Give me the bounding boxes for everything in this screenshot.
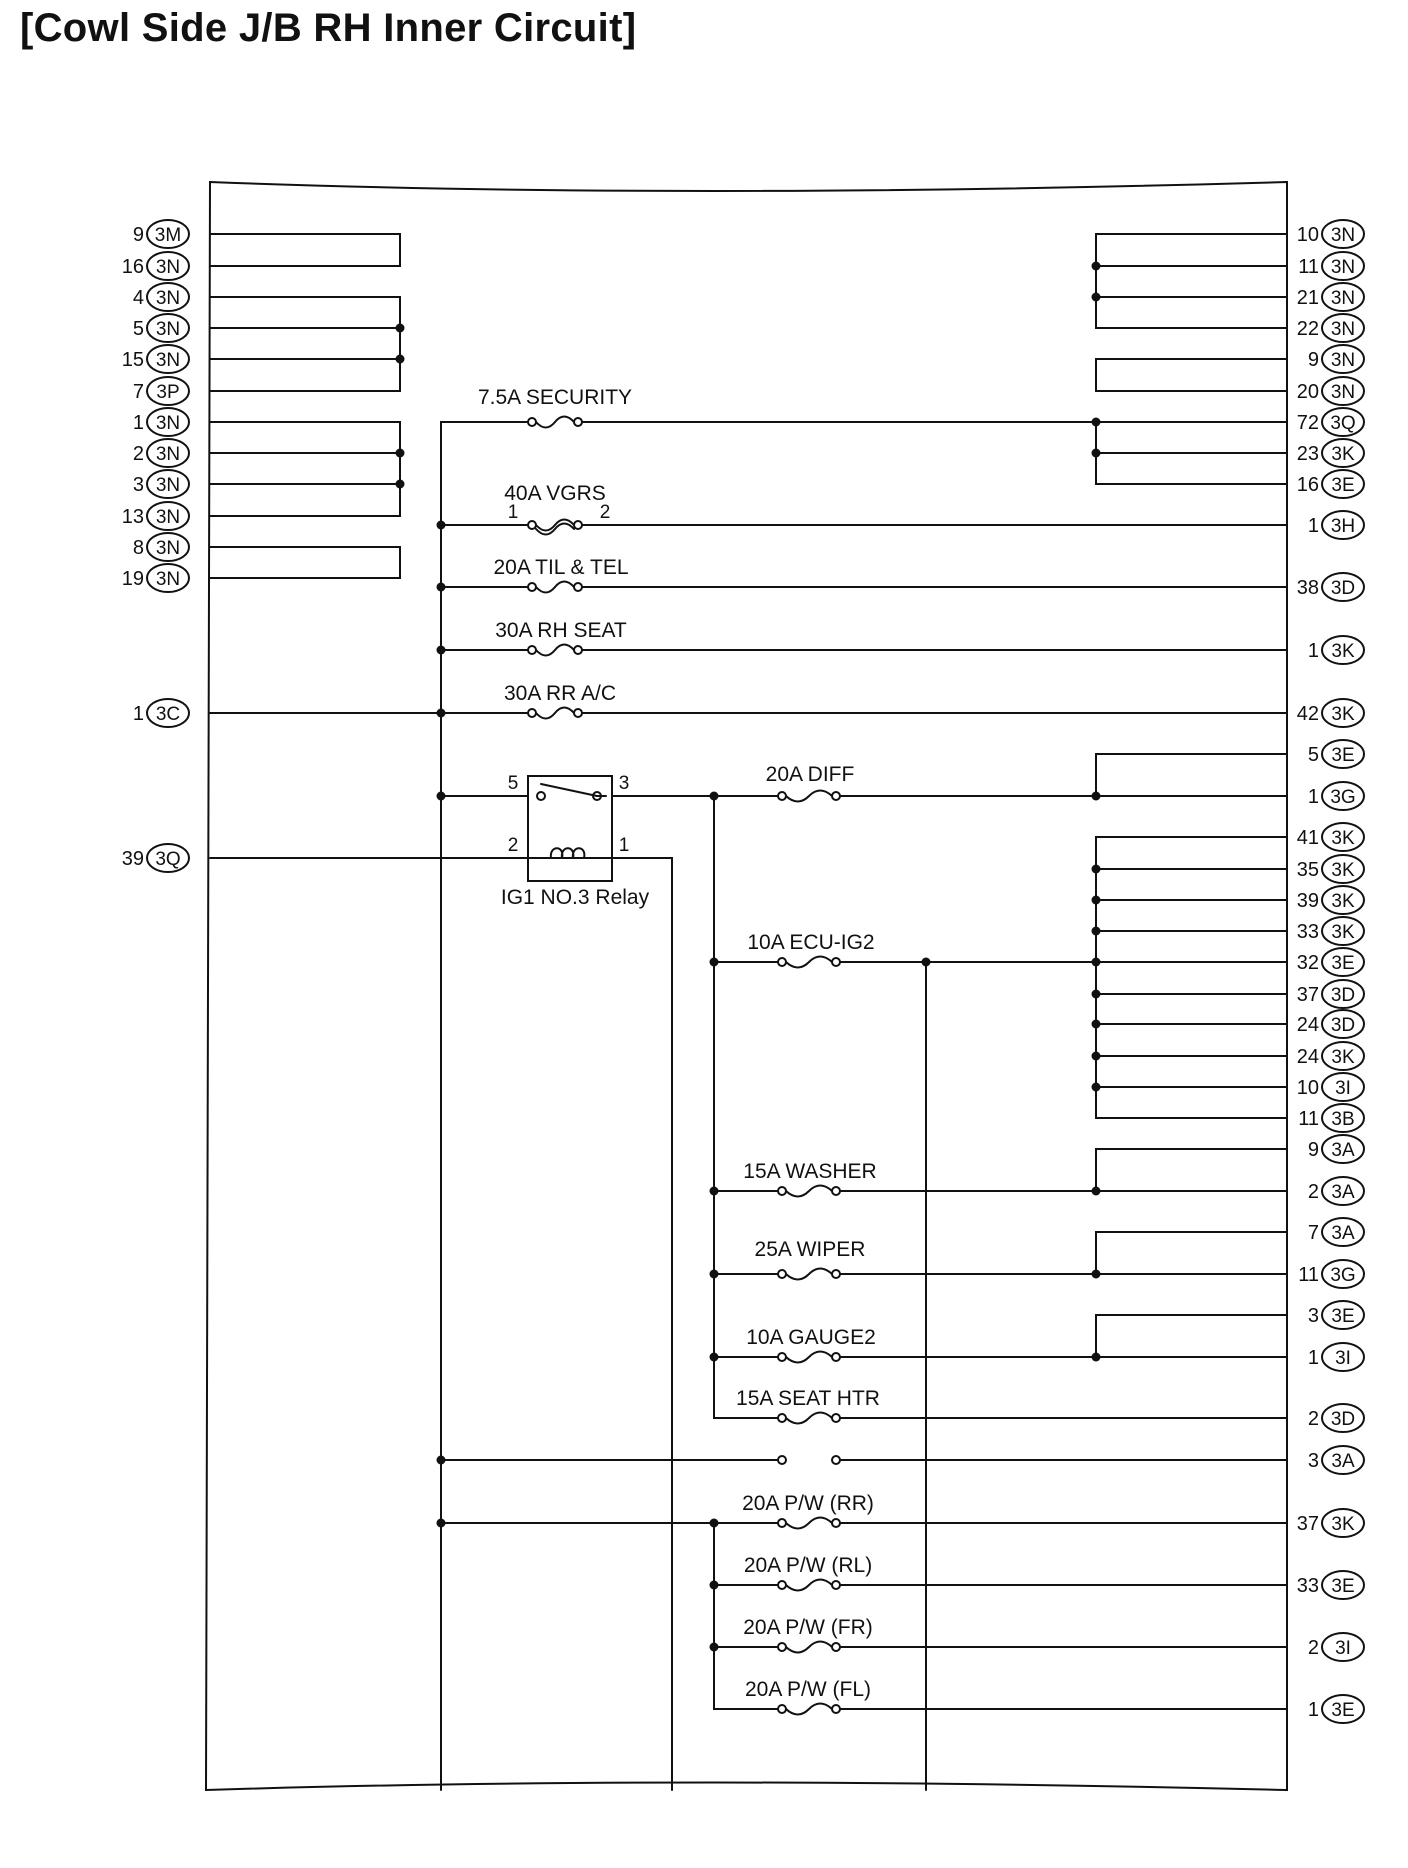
connector-right-19 [1297,948,1364,976]
connector-pin-number: 3 [132,474,144,496]
connector-pin-number: 37 [1296,1513,1319,1535]
connector-code: 3D [1330,985,1356,1006]
connector-code: 3E [1331,745,1355,766]
fuse-label-pw-rr: 20A P/W (RR) [742,1492,874,1515]
fuse-rh-seat-symbol [528,645,582,656]
connector-code: 3N [1330,288,1356,309]
connector-left-1 [122,252,189,280]
connector-code: 3I [1335,1638,1351,1659]
connector-pin-number: 24 [1296,1014,1319,1036]
fuse-label-security: 7.5A SECURITY [477,386,633,409]
right-connector-list [1297,220,1364,1723]
fuse-ecu-ig2-symbol [778,957,840,968]
connector-right-7 [1297,439,1364,467]
connector-right-21 [1297,1010,1364,1038]
connector-pin-number: 11 [1298,256,1319,278]
connector-pin-number: 72 [1296,412,1319,434]
connector-pin-number: 1 [1307,640,1319,662]
relay-pin-5: 5 [507,773,519,794]
relay-pin-2: 2 [507,835,519,856]
connector-left-5 [133,377,189,405]
connector-right-11 [1308,636,1364,664]
connector-left-13 [122,844,189,872]
connector-code: 3D [1330,578,1356,599]
connector-pin-number: 33 [1296,921,1319,943]
connector-left-11 [122,564,189,592]
connector-code: 3P [156,382,180,403]
connector-right-15 [1297,823,1364,851]
empty-fuse-slot-symbol [778,1456,840,1464]
connector-pin-number: 2 [1307,1637,1319,1659]
connector-right-35 [1308,1633,1364,1661]
connector-code: 3K [1331,1047,1355,1068]
connector-right-13 [1308,740,1364,768]
connector-pin-number: 8 [132,537,144,559]
connector-code: 3I [1335,1078,1351,1099]
connector-right-33 [1297,1509,1364,1537]
fuse-label-gauge2: 10A GAUGE2 [746,1326,876,1349]
fuse-rr-ac-symbol [528,708,582,719]
connector-pin-number: 32 [1296,952,1319,974]
fuse-washer-symbol [778,1186,840,1197]
connector-code: 3K [1331,444,1355,465]
connector-code: 3N [155,538,181,559]
connector-code: 3N [155,257,181,278]
connector-code: 3E [1331,1306,1355,1327]
connector-code: 3N [155,569,181,590]
fuse-label-ecu-ig2: 10A ECU-IG2 [747,931,875,954]
connector-right-6 [1297,408,1364,436]
connector-right-34 [1297,1571,1364,1599]
connector-code: 3N [1330,225,1356,246]
connector-pin-number: 9 [132,224,144,246]
connector-code: 3N [1330,350,1356,371]
connector-pin-number: 33 [1296,1575,1319,1597]
fuse-label-vgrs: 40A VGRS [504,482,606,505]
fuse-diff-symbol [778,791,840,802]
connector-code: 3K [1331,704,1355,725]
fuse-til-tel-symbol [528,582,582,593]
fuse-seat-htr-symbol [778,1413,840,1424]
connector-right-10 [1297,573,1364,601]
connector-code: 3M [154,225,182,246]
connector-code: 3K [1331,891,1355,912]
connector-pin-number: 16 [1296,474,1319,496]
connector-left-4 [122,345,189,373]
connector-pin-number: 9 [1307,349,1319,371]
connector-pin-number: 3 [1307,1305,1319,1327]
connector-right-28 [1298,1260,1364,1288]
fuse-label-diff: 20A DIFF [765,763,855,786]
connector-right-24 [1298,1104,1364,1132]
connector-pin-number: 24 [1296,1046,1319,1068]
connector-code: 3A [1331,1223,1355,1244]
connector-right-23 [1297,1073,1364,1101]
connector-pin-number: 1 [1307,1347,1319,1369]
connector-pin-number: 23 [1296,443,1319,465]
connector-right-32 [1308,1446,1364,1474]
connector-code: 3D [1330,1015,1356,1036]
fuse-label-seat-htr: 15A SEAT HTR [736,1387,880,1410]
connector-pin-number: 1 [1307,515,1319,537]
connector-code: 3E [1331,475,1355,496]
connector-right-22 [1297,1042,1364,1070]
connector-pin-number: 9 [1307,1139,1319,1161]
connector-left-6 [133,408,189,436]
connector-pin-number: 7 [1307,1222,1319,1244]
fuse-pw-rr-symbol [778,1518,840,1529]
diagram-title: [Cowl Side J/B RH Inner Circuit] [20,6,637,50]
connector-code: 3G [1330,787,1356,808]
connector-left-9 [122,502,189,530]
junction-dots [396,262,1101,1652]
connector-code: 3C [155,704,181,725]
connector-code: 3B [1331,1109,1355,1130]
connector-code: 3Q [1330,413,1356,434]
connector-pin-number: 20 [1296,381,1319,403]
fuse-label-til-tel: 20A TIL & TEL [493,556,629,579]
fuse-gauge2-symbol [778,1352,840,1363]
connector-left-8 [133,470,189,498]
connector-pin-number: 41 [1296,827,1319,849]
connector-left-3 [133,314,189,342]
fuse-symbols [528,417,840,1715]
connector-pin-number: 10 [1296,224,1319,246]
connector-pin-number: 13 [121,506,144,528]
connector-right-9 [1308,511,1364,539]
connector-code: 3E [1331,1700,1355,1721]
connector-code: 3N [155,288,181,309]
connector-pin-number: 7 [132,381,144,403]
relay-pin-1: 1 [618,835,630,856]
fuse-label-rh-seat: 30A RH SEAT [495,619,627,642]
connector-pin-number: 21 [1296,287,1319,309]
fuse-label-pw-fl: 20A P/W (FL) [744,1678,872,1701]
connector-right-25 [1308,1135,1364,1163]
fuse-vgrs-pin-b: 2 [599,502,611,523]
connector-left-12 [133,699,189,727]
connector-code: 3I [1335,1348,1351,1369]
connector-right-18 [1297,917,1364,945]
connector-right-36 [1308,1695,1364,1723]
ig1-relay-symbol [528,776,612,881]
connector-right-30 [1308,1343,1364,1371]
connector-pin-number: 19 [121,568,144,590]
connector-code: 3N [155,444,181,465]
connector-right-31 [1308,1404,1364,1432]
connector-code: 3Q [155,849,181,870]
connector-pin-number: 39 [121,848,144,870]
relay-label: IG1 NO.3 Relay [500,886,650,909]
connector-pin-number: 16 [121,256,144,278]
connector-code: 3D [1330,1409,1356,1430]
connector-code: 3E [1331,1576,1355,1597]
connector-right-5 [1297,377,1364,405]
connector-right-16 [1297,855,1364,883]
connector-right-29 [1308,1301,1364,1329]
connector-code: 3A [1331,1140,1355,1161]
connector-pin-number: 39 [1296,890,1319,912]
connector-left-10 [133,533,189,561]
connector-pin-number: 4 [132,287,144,309]
connector-code: 3K [1331,860,1355,881]
connector-code: 3K [1331,1514,1355,1535]
connector-right-27 [1308,1218,1364,1246]
relay-labels [501,773,650,909]
connector-pin-number: 5 [132,318,144,340]
connector-pin-number: 42 [1296,703,1319,725]
connector-right-8 [1297,470,1364,498]
fuse-vgrs-pin-a: 1 [507,502,519,523]
connector-right-12 [1297,699,1364,727]
connector-pin-number: 5 [1307,744,1319,766]
left-connector-list [122,220,189,872]
connector-code: 3N [155,350,181,371]
connector-pin-number: 37 [1296,984,1319,1006]
connector-right-4 [1308,345,1364,373]
connector-code: 3N [155,319,181,340]
connector-pin-number: 38 [1296,577,1319,599]
fuse-pw-fr-symbol [778,1642,840,1653]
connector-pin-number: 1 [1307,786,1319,808]
connector-right-1 [1298,252,1364,280]
fuse-labels [478,386,880,1701]
connector-right-14 [1308,782,1364,810]
connector-pin-number: 2 [1307,1181,1319,1203]
junction-block-outline [206,182,1287,1790]
connector-pin-number: 15 [121,349,144,371]
connector-code: 3K [1331,828,1355,849]
fuse-pw-fl-symbol [778,1704,840,1715]
connector-pin-number: 22 [1296,318,1319,340]
connector-left-7 [133,439,189,467]
connector-pin-number: 11 [1298,1108,1319,1130]
fuse-wiper-symbol [778,1269,840,1280]
connector-right-0 [1297,220,1364,248]
connector-code: 3N [155,507,181,528]
fuse-label-pw-rl: 20A P/W (RL) [743,1554,873,1577]
connector-left-0 [133,220,189,248]
connector-code: 3H [1330,516,1356,537]
fuse-label-rr-ac: 30A RR A/C [503,682,617,705]
connector-pin-number: 11 [1298,1264,1319,1286]
connector-code: 3K [1331,641,1355,662]
connector-right-20 [1297,980,1364,1008]
connector-right-2 [1297,283,1364,311]
fuse-label-wiper: 25A WIPER [754,1238,866,1261]
connector-pin-number: 1 [1307,1699,1319,1721]
connector-right-26 [1308,1177,1364,1205]
connector-pin-number: 2 [132,443,144,465]
connector-code: 3G [1330,1265,1356,1286]
connector-code: 3N [1330,319,1356,340]
connector-code: 3E [1331,953,1355,974]
fuse-label-pw-fr: 20A P/W (FR) [743,1616,873,1639]
fuse-vgrs-symbol [528,520,582,535]
connector-pin-number: 10 [1296,1077,1319,1099]
connector-pin-number: 2 [1307,1408,1319,1430]
connector-code: 3A [1331,1182,1355,1203]
connector-pin-number: 1 [132,412,144,434]
relay-pin-3: 3 [618,773,630,794]
fuse-pw-rl-symbol [778,1580,840,1591]
connector-code: 3A [1331,1451,1355,1472]
connector-left-2 [133,283,189,311]
connector-code: 3N [1330,382,1356,403]
connector-right-17 [1297,886,1364,914]
fuse-security-symbol [528,417,582,428]
fuse-label-washer: 15A WASHER [743,1160,877,1183]
connector-right-3 [1297,314,1364,342]
connector-code: 3N [155,413,181,434]
connector-pin-number: 35 [1296,859,1319,881]
connector-pin-number: 1 [132,703,144,725]
connector-code: 3K [1331,922,1355,943]
connector-pin-number: 3 [1307,1450,1319,1472]
connector-code: 3N [1330,257,1356,278]
connector-code: 3N [155,475,181,496]
